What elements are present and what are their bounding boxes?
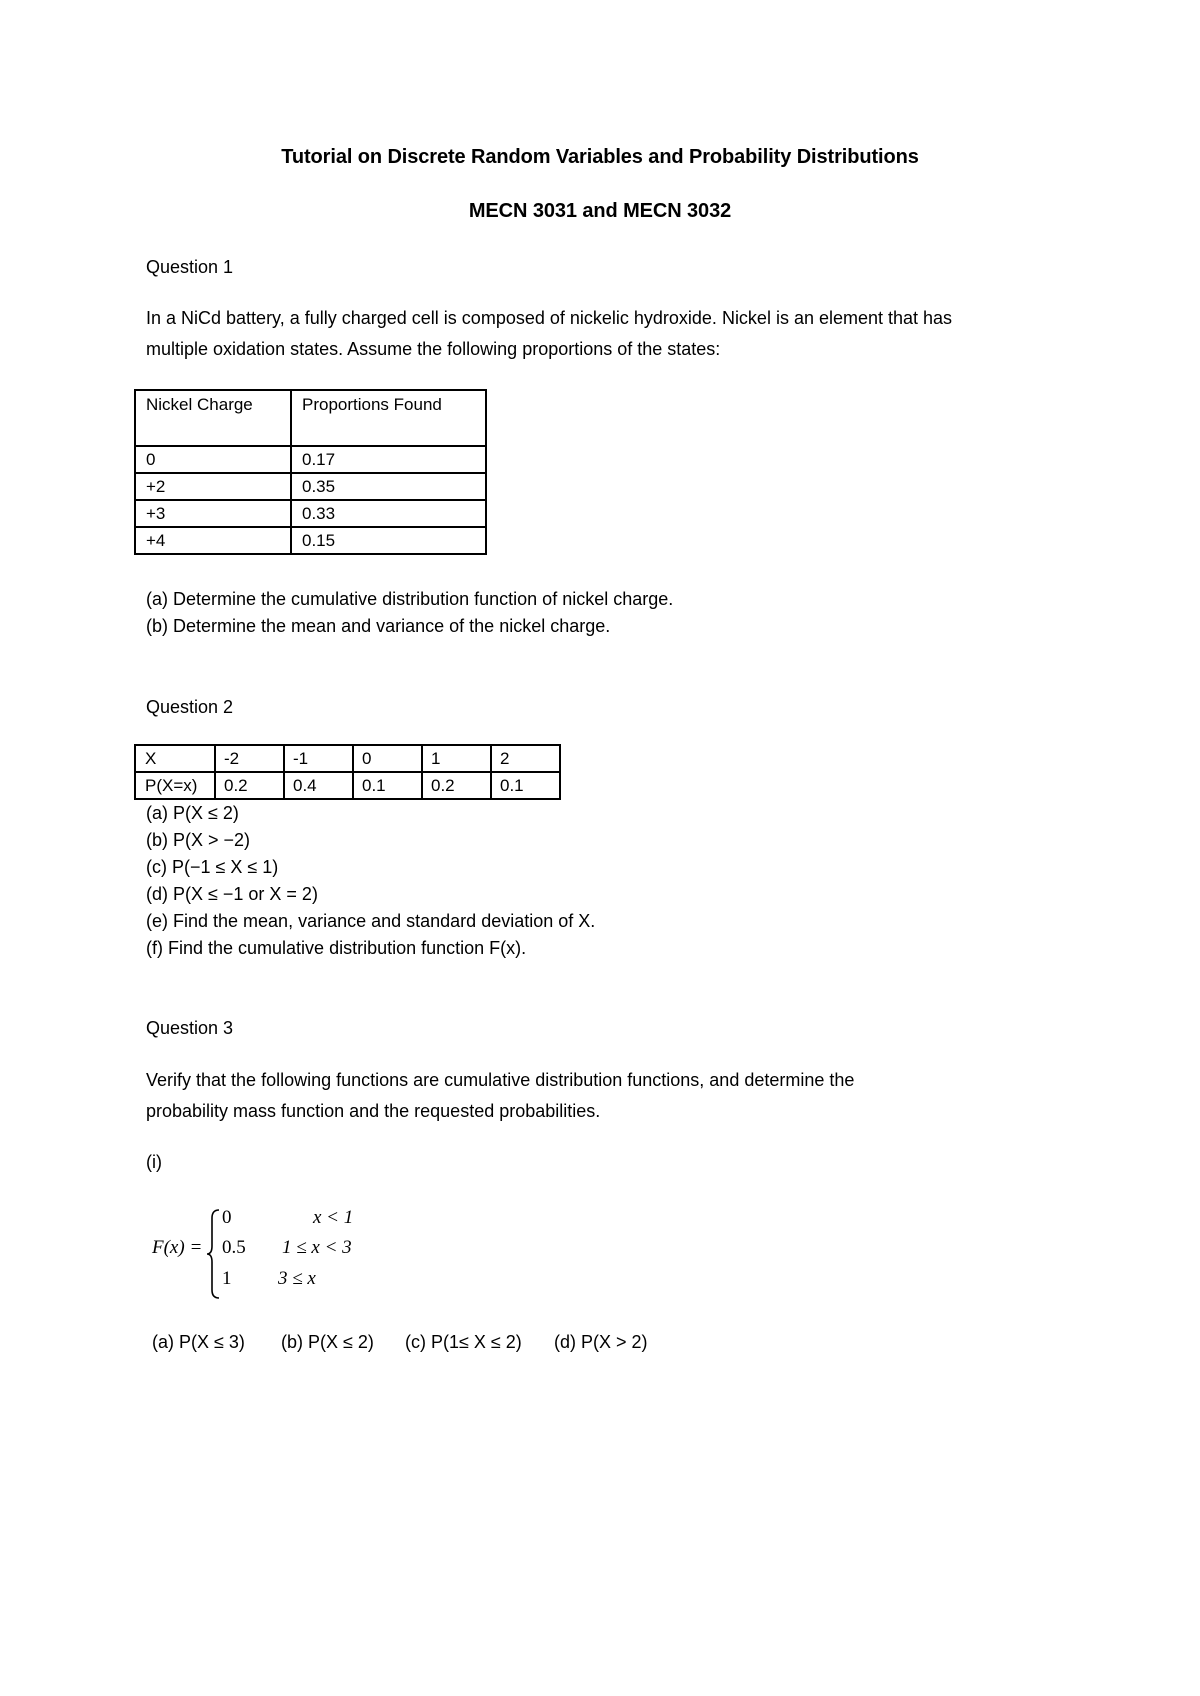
question-2-part-c: (c) P(−1 ≤ X ≤ 1) bbox=[146, 857, 279, 877]
case-2-value: 0.5 bbox=[222, 1237, 246, 1258]
table-row bbox=[135, 745, 560, 772]
cell-x-value: -1 bbox=[284, 745, 353, 772]
question-1-intro-line-2: multiple oxidation states. Assume the following proportions of the states: bbox=[146, 339, 721, 359]
question-3-intro-line-1: Verify that the following functions are cumulative distribution functions, and determine the bbox=[146, 1070, 855, 1090]
question-3-part-a: (a) P(X ≤ 3) bbox=[152, 1332, 245, 1352]
cell-charge: +2 bbox=[135, 473, 291, 500]
question-3-heading: Question 3 bbox=[146, 1018, 234, 1038]
table-header-row bbox=[135, 390, 486, 446]
cell-probability: 0.4 bbox=[284, 772, 353, 799]
header-nickel-charge: Nickel Charge bbox=[135, 390, 291, 446]
cell-proportion: 0.33 bbox=[291, 500, 486, 527]
nickel-charge-table bbox=[134, 389, 487, 555]
course-codes: MECN 3031 and MECN 3032 bbox=[468, 200, 732, 222]
table-row bbox=[135, 473, 486, 500]
question-2-part-a: (a) P(X ≤ 2) bbox=[146, 803, 239, 823]
question-1-intro-line-1: In a NiCd battery, a fully charged cell is composed of nickelic hydroxide. Nickel is an element that has bbox=[146, 308, 953, 328]
case-2-condition: 1 ≤ x < 3 bbox=[282, 1237, 352, 1258]
case-1-value: 0 bbox=[222, 1207, 232, 1228]
cell-probability: 0.2 bbox=[215, 772, 284, 799]
header-proportions-found: Proportions Found bbox=[291, 390, 486, 446]
cell-x-label: X bbox=[135, 745, 215, 772]
case-3-value: 1 bbox=[222, 1268, 232, 1289]
table-row bbox=[135, 527, 486, 554]
question-3-part-c: (c) P(1≤ X ≤ 2) bbox=[405, 1332, 522, 1352]
question-2-heading: Question 2 bbox=[146, 697, 234, 717]
cell-charge: +3 bbox=[135, 500, 291, 527]
question-3-part-d: (d) P(X > 2) bbox=[554, 1332, 648, 1352]
cell-charge: 0 bbox=[135, 446, 291, 473]
cell-probability: 0.2 bbox=[422, 772, 491, 799]
question-2-part-d: (d) P(X ≤ −1 or X = 2) bbox=[146, 884, 318, 904]
cell-charge: +4 bbox=[135, 527, 291, 554]
question-1-part-a: (a) Determine the cumulative distribution function of nickel charge. bbox=[146, 589, 674, 609]
question-2-part-e: (e) Find the mean, variance and standard deviation of X. bbox=[146, 911, 596, 931]
cell-x-value: 0 bbox=[353, 745, 422, 772]
cell-x-value: 1 bbox=[422, 745, 491, 772]
formula-lhs bbox=[152, 1237, 202, 1259]
cell-p-label: P(X=x) bbox=[135, 772, 215, 799]
formula-lhs-text: F(x) = bbox=[152, 1237, 203, 1258]
case-3-condition: 3 ≤ x bbox=[278, 1268, 316, 1289]
table-row bbox=[135, 446, 486, 473]
question-3-intro-line-2: probability mass function and the requested probabilities. bbox=[146, 1101, 601, 1121]
question-2-part-f: (f) Find the cumulative distribution function F(x). bbox=[146, 938, 527, 958]
cell-x-value: 2 bbox=[491, 745, 560, 772]
question-3-subpart-label: (i) bbox=[146, 1152, 162, 1172]
cell-proportion: 0.17 bbox=[291, 446, 486, 473]
case-1-condition: x < 1 bbox=[313, 1207, 354, 1228]
cell-probability: 0.1 bbox=[353, 772, 422, 799]
distribution-table bbox=[134, 744, 561, 800]
question-1-heading: Question 1 bbox=[146, 257, 234, 277]
cell-probability: 0.1 bbox=[491, 772, 560, 799]
cell-proportion: 0.15 bbox=[291, 527, 486, 554]
table-row bbox=[135, 772, 560, 799]
cell-proportion: 0.35 bbox=[291, 473, 486, 500]
document-title: Tutorial on Discrete Random Variables and Probability Distributions bbox=[281, 146, 919, 168]
question-2-part-b: (b) P(X > −2) bbox=[146, 830, 251, 850]
question-3-part-b: (b) P(X ≤ 2) bbox=[281, 1332, 374, 1352]
cell-x-value: -2 bbox=[215, 745, 284, 772]
left-brace-icon bbox=[205, 1208, 223, 1300]
question-1-part-b: (b) Determine the mean and variance of the nickel charge. bbox=[146, 616, 611, 636]
table-row bbox=[135, 500, 486, 527]
